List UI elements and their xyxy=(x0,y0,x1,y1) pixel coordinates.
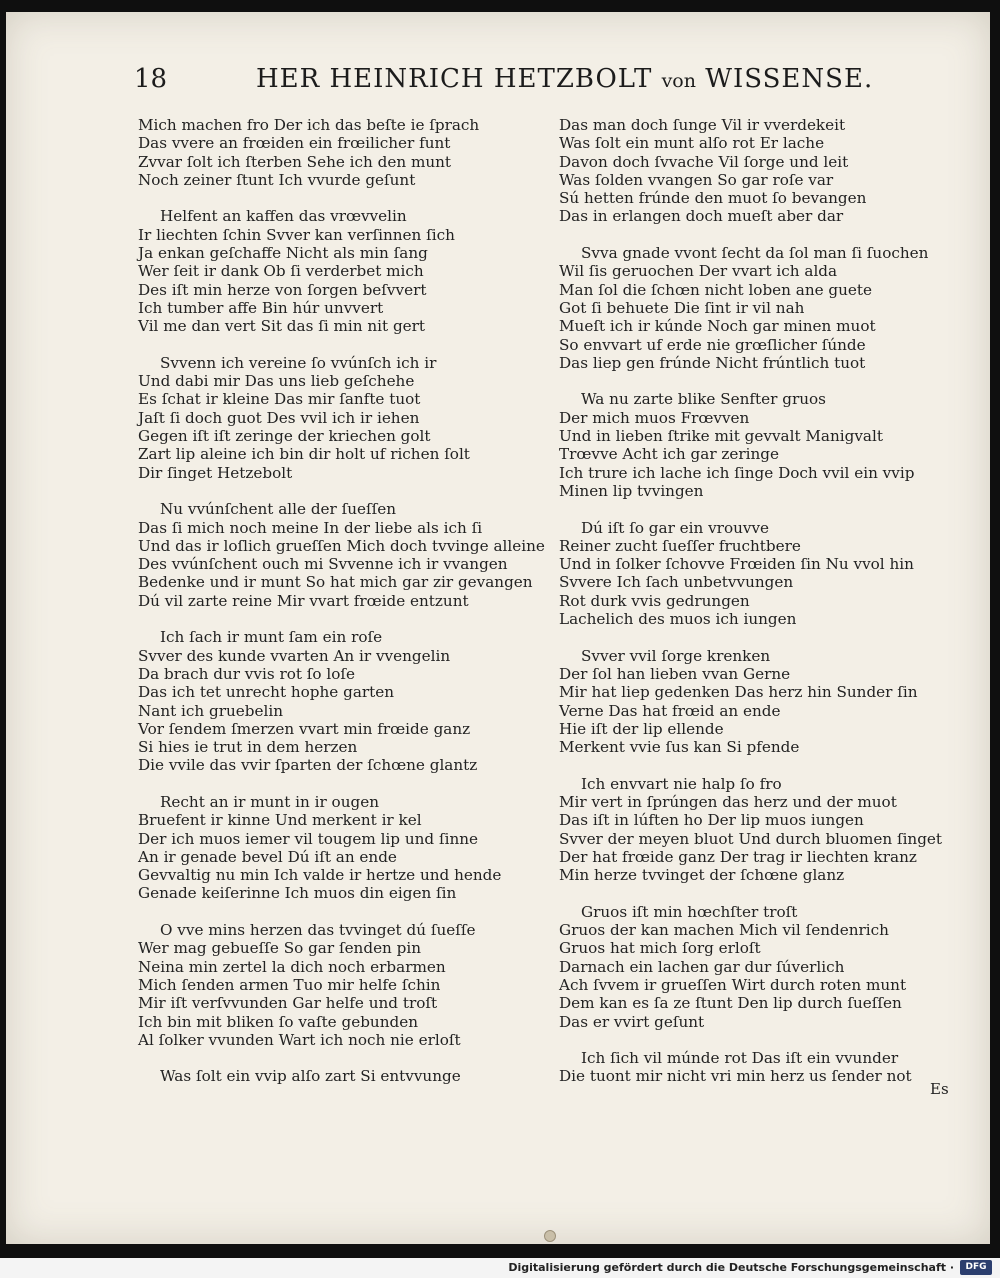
verse-line: Svvenn ich vereine ſo vvúnſch ich ir xyxy=(160,353,437,372)
verse-line: Merkent vvie ſus kan Si pfende xyxy=(559,738,800,757)
verse-line: Das ich tet unrecht hophe garten xyxy=(138,683,395,702)
stanza xyxy=(138,793,553,903)
running-head xyxy=(256,64,874,94)
verse-line: Ach ſvvem ir grueſſen Wirt durch roten munt xyxy=(559,975,907,994)
verse-line: Das in erlangen doch mueſt aber dar xyxy=(559,207,844,226)
verse-line: Der ich muos iemer vil tougem lip und ſinne xyxy=(138,829,478,848)
verse-line: Dú vil zarte reine Mir vvart frœide entzunt xyxy=(138,591,469,610)
verse-line: Bedenke und ir munt So hat mich gar zir gevangen xyxy=(138,573,533,592)
verse-line: Mueſt ich ir kúnde Noch gar minen muot xyxy=(559,317,876,336)
stanza xyxy=(559,775,964,885)
verse-line: Die vvile das vvir ſparten der ſchœne glantz xyxy=(138,756,478,775)
verse-line: Svver der meyen bluot Und durch bluomen ſinget xyxy=(559,829,943,848)
verse-line: Was ſolt ein munt alſo rot Er lache xyxy=(559,134,825,153)
verse-line: Dir ſinget Hetzebolt xyxy=(138,463,293,482)
page-marker-dot xyxy=(544,1230,556,1242)
verse-line: Das ſi mich noch meine In der liebe als ich ſi xyxy=(138,518,483,537)
verse-line: Ich ſach ir munt ſam ein roſe xyxy=(160,628,383,647)
verse-line: An ir genade bevel Dú iſt an ende xyxy=(138,847,397,866)
verse-line: O vve mins herzen das tvvinget dú ſueſſe xyxy=(160,921,476,940)
verse-line: Si hies ie trut in dem herzen xyxy=(138,738,358,757)
verse-line: Dú iſt ſo gar ein vrouvve xyxy=(581,518,770,537)
verse-line: Gruos hat mich ſorg erloſt xyxy=(559,939,761,958)
verse-line: Wer ſeit ir dank Ob ſi verderbet mich xyxy=(138,262,424,281)
verse-line: Wa nu zarte blike Senfter gruos xyxy=(581,390,826,409)
verse-line: Das iſt in lúften ho Der lip muos iungen xyxy=(559,811,864,830)
verse-line: Der ſol han lieben vvan Gerne xyxy=(559,664,791,683)
verse-line: Die tuont mir nicht vri min herz us ſender not xyxy=(559,1067,912,1086)
running-head-main: HER HEINRICH HETZBOLT xyxy=(256,64,662,94)
stanza xyxy=(138,354,553,482)
verse-line: Reiner zucht ſueſſer fruchtbere xyxy=(559,536,801,555)
verse-line: Neina min zertel la dich noch erbarmen xyxy=(138,957,446,976)
verse-line: Und dabi mir Das uns lieb geſchehe xyxy=(138,372,415,391)
stanza xyxy=(559,1049,964,1086)
stanza xyxy=(559,519,964,629)
stanza xyxy=(559,903,964,1031)
verse-line: Zart lip aleine ich bin dir holt uf richen ſolt xyxy=(138,445,470,464)
verse-line: Nu vvúnſchent alle der ſueſſen xyxy=(160,500,397,519)
verse-line: Das er vvirt geſunt xyxy=(559,1012,705,1031)
verse-line: Vor ſendem ſmerzen vvart min frœide ganz xyxy=(138,719,471,738)
verse-line: Wil ſis geruochen Der vvart ich alda xyxy=(559,262,838,281)
verse-line: Jaſt ſi doch guot Des vvil ich ir iehen xyxy=(138,408,420,427)
verse-line: Was ſolt ein vvip alſo zart Si entvvunge xyxy=(160,1067,461,1086)
stanza xyxy=(138,628,553,774)
verse-line: Das man doch ſunge Vil ir vverdekeit xyxy=(559,116,846,134)
verse-line: Gegen iſt iſt zeringe der kriechen golt xyxy=(138,427,431,446)
verse-line: Da brach dur vvis rot ſo loſe xyxy=(138,664,355,683)
verse-line: Und das ir loſlich grueſſen Mich doch tvvinge alleine xyxy=(138,536,545,555)
stanza xyxy=(559,244,964,372)
verse-line: Gruos der kan machen Mich vil ſendenrich xyxy=(559,921,889,940)
right-column xyxy=(559,116,964,1104)
catchword: Es xyxy=(930,1080,949,1098)
verse-line: Svver vvil ſorge krenken xyxy=(581,646,771,665)
verse-line: Ich ſich vil múnde rot Das iſt ein vvunder xyxy=(581,1049,899,1068)
verse-line: Das liep gen frúnde Nicht frúntlich tuot xyxy=(559,353,866,372)
verse-line: Des iſt min herze von ſorgen beſvvert xyxy=(138,280,427,299)
verse-line: Recht an ir munt in ir ougen xyxy=(160,792,379,811)
verse-line: Nant ich gruebelin xyxy=(138,701,283,720)
verse-line: Dem kan es ſa ze ſtunt Den lip durch ſueſſen xyxy=(559,994,902,1013)
verse-line: Trœvve Acht ich gar zeringe xyxy=(559,445,780,464)
verse-line: Hie iſt der lip ellende xyxy=(559,719,724,738)
page-number: 18 xyxy=(134,64,168,94)
verse-line: Der mich muos Frœvven xyxy=(559,408,750,427)
verse-line: Helfent an kaffen das vrœvvelin xyxy=(160,207,407,226)
verse-line: Ja enkan geſchaffe Nicht als min ſang xyxy=(138,244,428,263)
verse-line: So envvart uf erde nie grœſlicher ſúnde xyxy=(559,335,866,354)
verse-line: Und in lieben ſtrike mit gevvalt Manigvalt xyxy=(559,427,883,446)
verse-line: Mir hat liep gedenken Das herz hin Sunder ſin xyxy=(559,683,918,702)
verse-line: Davon doch ſvvache Vil ſorge und leit xyxy=(559,152,849,171)
verse-line: Svva gnade vvont ſecht da ſol man ſi ſuochen xyxy=(581,244,929,263)
verse-line: Ich trure ich lache ich ſinge Doch vvil ein vvip xyxy=(559,463,915,482)
verse-line: Und in ſolker ſchovve Frœiden ſin Nu vvol hin xyxy=(559,555,914,574)
verse-line: Verne Das hat frœid an ende xyxy=(559,701,781,720)
footer-bar xyxy=(0,1258,1000,1278)
verse-line: Ir liechten ſchin Svver kan verſinnen ſich xyxy=(138,225,455,244)
verse-line: Vil me dan vert Sit das ſi min nit gert xyxy=(138,317,426,336)
verse-line: Ich envvart nie halp ſo fro xyxy=(581,774,782,793)
left-column xyxy=(138,116,553,1104)
verse-line: Genade keiſerinne Ich muos din eigen ſin xyxy=(138,884,457,903)
verse-line: Mir iſt verſvvunden Gar helfe und troſt xyxy=(138,994,438,1013)
verse-line: Mich machen fro Der ich das beſte ie ſprach xyxy=(138,116,480,134)
verse-line: Man ſol die ſchœn nicht loben ane guete xyxy=(559,280,873,299)
book-page xyxy=(6,12,990,1244)
verse-line: Svvere Ich ſach unbetvvungen xyxy=(559,573,794,592)
verse-line: Min herze tvvinget der ſchœne glanz xyxy=(559,866,845,885)
funding-credit: Digitalisierung gefördert durch die Deutsche Forschungsgemeinschaft · xyxy=(508,1261,954,1274)
verse-line: Ich bin mit bliken ſo vaſte gebunden xyxy=(138,1012,418,1031)
verse-line: Lachelich des muos ich iungen xyxy=(559,610,797,629)
stanza xyxy=(559,647,964,757)
verse-line: Der hat frœide ganz Der trag ir liechten kranz xyxy=(559,847,917,866)
verse-line: Darnach ein lachen gar dur ſúverlich xyxy=(559,957,845,976)
verse-line: Rot durk vvis gedrungen xyxy=(559,591,750,610)
stanza xyxy=(559,116,964,226)
verse-line: Des vvúnſchent ouch mi Svvenne ich ir vvangen xyxy=(138,555,508,574)
verse-line: Bruefent ir kinne Und merkent ir kel xyxy=(138,811,422,830)
verse-line: Zvvar ſolt ich ſterben Sehe ich den munt xyxy=(138,152,452,171)
verse-line: Minen lip tvvingen xyxy=(559,481,704,500)
stanza xyxy=(559,390,964,500)
stanza xyxy=(138,207,553,335)
verse-line: Mir vert in ſprúngen das herz und der muot xyxy=(559,792,897,811)
verse-line: Gevvaltig nu min Ich valde ir hertze und hende xyxy=(138,866,502,885)
verse-line: Was ſolden vvangen So gar roſe var xyxy=(559,170,834,189)
verse-line: Gruos iſt min hœchſter troſt xyxy=(581,902,798,921)
verse-line: Svver des kunde vvarten An ir vvengelin xyxy=(138,646,451,665)
running-head-end: WISSENSE. xyxy=(696,64,874,94)
verse-line: Sú hetten frúnde den muot ſo bevangen xyxy=(559,189,867,208)
running-head-von: von xyxy=(661,70,696,92)
verse-line: Al ſolker vvunden Wart ich noch nie erloſt xyxy=(138,1030,461,1049)
verse-line: Es ſchat ir kleine Das mir ſanfte tuot xyxy=(138,390,421,409)
stanza xyxy=(138,921,553,1049)
verse-line: Noch zeiner ſtunt Ich vvurde geſunt xyxy=(138,170,416,189)
stanza xyxy=(138,116,553,189)
verse-line: Wer mag gebueſſe So gar ſenden pin xyxy=(138,939,422,958)
verse-line: Mich ſenden armen Tuo mir helfe ſchin xyxy=(138,975,441,994)
stanza xyxy=(138,1067,553,1085)
verse-line: Ich tumber affe Bin húr unvvert xyxy=(138,298,384,317)
dfg-logo: DFG xyxy=(960,1260,992,1275)
verse-line: Das vvere an frœiden ein frœilicher funt xyxy=(138,134,451,153)
verse-line: Got ſi behuete Die ſint ir vil nah xyxy=(559,298,805,317)
stanza xyxy=(138,500,553,610)
